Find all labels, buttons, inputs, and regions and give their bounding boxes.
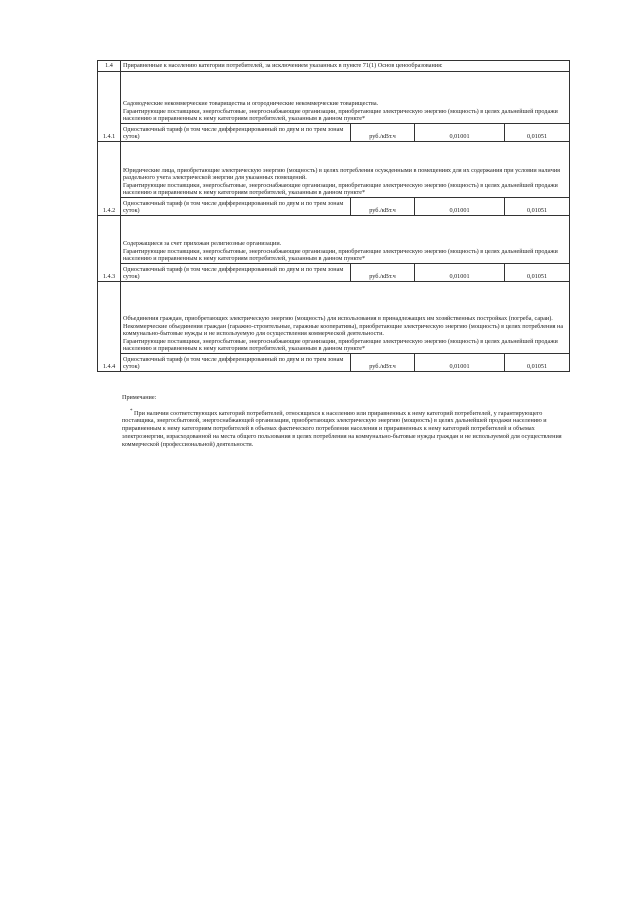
category-description — [121, 72, 570, 124]
tariff-value-1: 0,01001 — [415, 198, 505, 216]
tariff-name: Одноставочный тариф (в том числе дифференцированный по двум и по трем зонам суток) — [121, 264, 351, 282]
category-paragraph: Гарантирующие поставщики, энергосбытовые, энергоснабжающие организации, приобретающие электрическую энергию (мощность) в целях дальнейшей продажи населению и приравненным к нему категориям потребителей, указанным в данном пункте* — [123, 247, 558, 263]
table-header-row — [98, 61, 570, 72]
tariff-value-2: 0,01051 — [505, 198, 570, 216]
category-description — [121, 142, 570, 198]
category-paragraph: Гарантирующие поставщики, энергосбытовые, энергоснабжающие организации, приобретающие электрическую энергию (мощность) в целях дальнейшей продажи населению и приравненным к нему категориям потребителей, указанным в данном пункте* — [123, 107, 558, 123]
footnote — [122, 394, 572, 448]
tariff-value-2: 0,01051 — [505, 124, 570, 142]
tariff-unit: руб./кВт.ч — [351, 354, 415, 372]
row-number: 1.4 — [98, 61, 121, 72]
category-description — [121, 282, 570, 354]
footnote-title: Примечание: — [122, 394, 157, 401]
table-row — [98, 142, 570, 198]
category-paragraph: Объединения граждан, приобретающих электрическую энергию (мощность) для использования в принадлежащих им хозяйственных постройках (погреба, сараи). Некоммерческие объединения граждан (гаражно-строительные, гаражные кооперативы), приобретающие электрическую энергию (мощность) в целях потребления на коммунально-бытовые нужды и не используемую для осуществления коммерческой деятельности. — [123, 315, 564, 338]
category-description — [121, 216, 570, 264]
table-row — [98, 72, 570, 124]
category-paragraph: Содержащиеся за счет прихожан религиозные организации. — [123, 240, 282, 248]
tariff-value-1: 0,01001 — [415, 264, 505, 282]
row-number: 1.4.4 — [98, 282, 121, 372]
row-number: 1.4.2 — [98, 142, 121, 216]
tariff-unit: руб./кВт.ч — [351, 198, 415, 216]
footnote-body: При наличии соответствующих категорий потребителей, относящихся к населению или приравненных к нему категорий потребителей, у гарантирующего поставщика, энергосбытовой, энергоснабжающей организации, приобретающих электрическую энергию (мощность) в целях дальнейшей продажи населению и приравненным к нему категориям потребителей в объемах фактического потребления населения и приравненных к нему категорий потребителей и объемах электроэнергии, израсходованной на места общего пользования в целях потребления на коммунально-бытовые нужды граждан и не используемой для осуществления коммерческой (профессиональной) деятельности. — [122, 409, 562, 448]
tariff-name: Одноставочный тариф (в том числе дифференцированный по двум и по трем зонам суток) — [121, 124, 351, 142]
tariff-value-2: 0,01051 — [505, 354, 570, 372]
row-number: 1.4.1 — [98, 72, 121, 142]
tariff-value-2: 0,01051 — [505, 264, 570, 282]
tariff-value-1: 0,01001 — [415, 354, 505, 372]
category-paragraph: Гарантирующие поставщики, энергосбытовые, энергоснабжающие организации, приобретающие электрическую энергию (мощность) в целях дальнейшей продажи населению и приравненным к нему категориям потребителей, указанным в данном пункте* — [123, 181, 558, 197]
table-row — [98, 124, 570, 142]
table-row — [98, 354, 570, 372]
footnote-text — [122, 408, 572, 449]
row-number: 1.4.3 — [98, 216, 121, 282]
category-paragraph: Юридические лица, приобретающие электрическую энергию (мощность) в целях потребления осужденными в помещениях для их содержания при условии наличия раздельного учета электрической энергии для указанных помещений. — [123, 166, 560, 182]
tariff-unit: руб./кВт.ч — [351, 124, 415, 142]
category-paragraph: Гарантирующие поставщики, энергосбытовые, энергоснабжающие организации, приобретающие электрическую энергию (мощность) в целях дальнейшей продажи населению и приравненным к нему категориям потребителей, указанным в данном пункте* — [123, 337, 558, 353]
section-title: Приравненные к населению категории потребителей, за исключением указанных в пункте 71(1) Основ ценообразования: — [121, 61, 570, 72]
tariff-name: Одноставочный тариф (в том числе дифференцированный по двум и по трем зонам суток) — [121, 198, 351, 216]
table-row — [98, 198, 570, 216]
tariff-table — [97, 60, 570, 372]
tariff-value-1: 0,01001 — [415, 124, 505, 142]
category-paragraph: Садоводческие некоммерческие товарищества и огороднические некоммерческие товарищества. — [123, 100, 379, 108]
tariff-unit: руб./кВт.ч — [351, 264, 415, 282]
footnote-mark: * — [130, 408, 133, 414]
table-row — [98, 282, 570, 354]
tariff-name: Одноставочный тариф (в том числе дифференцированный по двум и по трем зонам суток) — [121, 354, 351, 372]
table-row — [98, 264, 570, 282]
table-row — [98, 216, 570, 264]
